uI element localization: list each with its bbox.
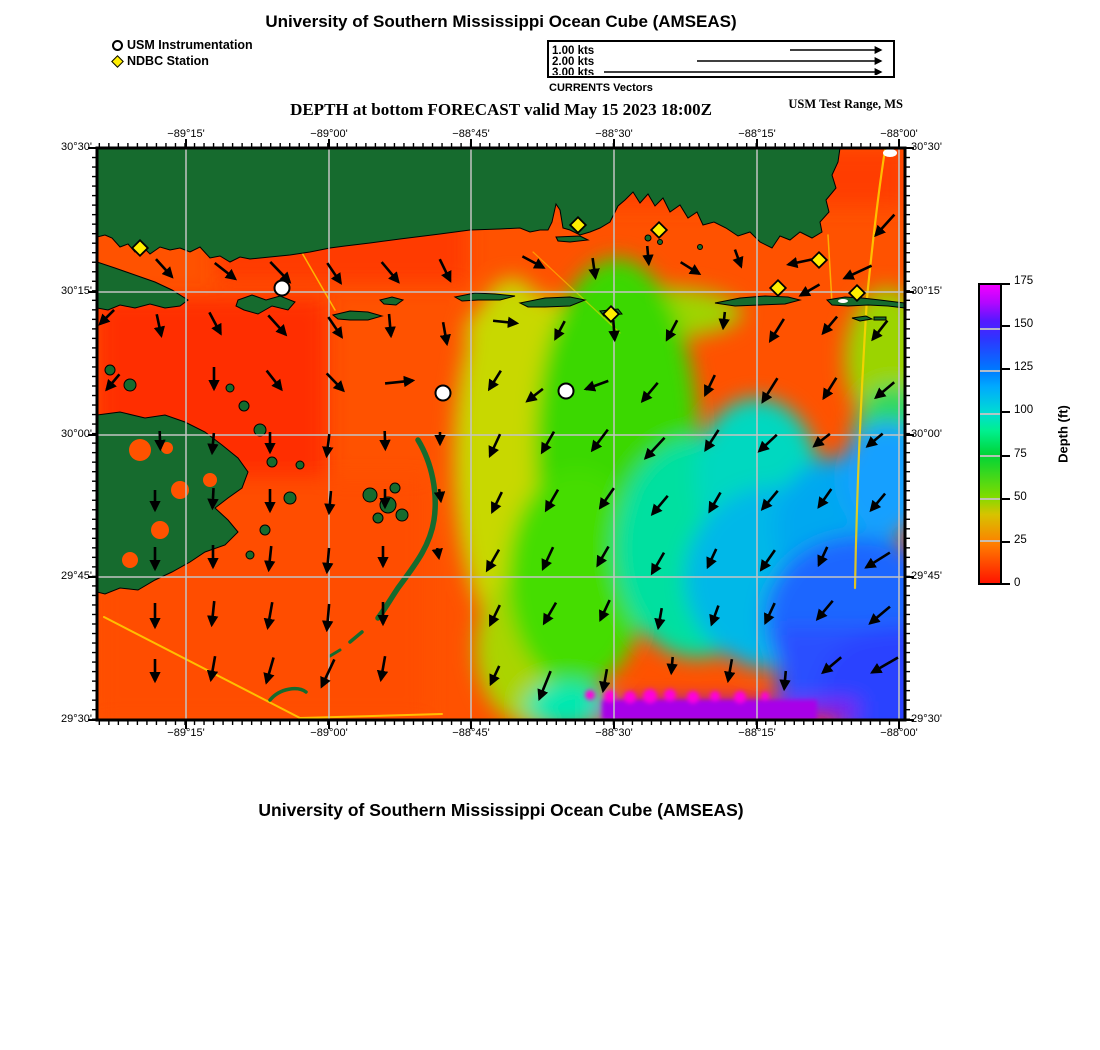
colorbar-tick-label: 150 xyxy=(1014,318,1034,330)
lon-axis-label: −89°15' xyxy=(167,727,205,739)
lat-axis-label: 29°45' xyxy=(61,570,92,582)
colorbar-tick xyxy=(1002,283,1010,285)
depth-colorbar xyxy=(978,283,1002,585)
lon-axis-label: −88°45' xyxy=(452,727,490,739)
colorbar-tick-label: 25 xyxy=(1014,534,1027,546)
current-arrow xyxy=(212,488,213,508)
current-arrow xyxy=(439,489,441,501)
colorbar-tick-label: 175 xyxy=(1014,275,1034,287)
lon-axis-label: −88°15' xyxy=(738,727,776,739)
current-arrow xyxy=(671,657,672,673)
current-arrow xyxy=(784,671,786,689)
colorbar-tick-label: 0 xyxy=(1014,577,1021,589)
lat-axis-label: 30°30' xyxy=(911,141,942,153)
lon-axis-label: −88°45' xyxy=(452,128,490,140)
colorbar-tick xyxy=(1002,455,1010,457)
region-label: USM Test Range, MS xyxy=(788,97,903,111)
lat-axis-label: 30°15' xyxy=(61,285,92,297)
current-arrow xyxy=(723,312,725,328)
vector-key-entry-label: 1.00 kts xyxy=(552,45,595,57)
vector-key-caption: CURRENTS Vectors xyxy=(549,82,653,94)
colorbar-gridline xyxy=(980,540,1000,542)
colorbar-tick-label: 50 xyxy=(1014,491,1027,503)
lon-axis-label: −89°00' xyxy=(310,128,348,140)
usm-station-marker xyxy=(559,384,574,399)
marker-legend xyxy=(112,37,253,69)
colorbar-gridline xyxy=(980,328,1000,330)
lat-axis-label: 30°00' xyxy=(61,428,92,440)
vector-key-entry-label: 2.00 kts xyxy=(552,56,595,68)
lat-axis-label: 30°30' xyxy=(61,141,92,153)
colorbar-gridline xyxy=(980,370,1000,372)
lat-axis-label: 29°30' xyxy=(911,713,942,725)
vector-key-entry-label: 3.00 kts xyxy=(552,67,595,75)
colorbar-gridline xyxy=(980,455,1000,457)
colorbar-tick-label: 125 xyxy=(1014,361,1034,373)
current-arrow xyxy=(647,246,649,264)
lon-axis-label: −89°15' xyxy=(167,128,205,140)
colorbar-tick-label: 75 xyxy=(1014,448,1027,460)
colorbar-tick xyxy=(1002,411,1010,413)
colorbar-gridline xyxy=(980,498,1000,500)
current-arrow xyxy=(613,320,614,340)
lat-axis-label: 30°00' xyxy=(911,428,942,440)
lon-axis-label: −88°00' xyxy=(880,128,918,140)
lon-axis-label: −89°00' xyxy=(310,727,348,739)
colorbar-tick xyxy=(1002,325,1010,327)
colorbar-tick xyxy=(1002,541,1010,543)
colorbar-axis-label: Depth (ft) xyxy=(1055,405,1071,463)
figure-title-top: University of Southern Mississippi Ocean Cube (AMSEAS) xyxy=(265,12,737,31)
current-arrow xyxy=(385,431,386,449)
colorbar-tick xyxy=(1002,368,1010,370)
figure-title-bottom: University of Southern Mississippi Ocean Cube (AMSEAS) xyxy=(258,800,744,820)
map-plot-area xyxy=(97,148,905,720)
current-arrow xyxy=(437,548,439,558)
lon-axis-label: −88°00' xyxy=(880,727,918,739)
current-arrow xyxy=(212,433,214,453)
lon-axis-label: −88°30' xyxy=(595,128,633,140)
usm-legend-label: USM Instrumentation xyxy=(127,38,253,52)
usm-circle-icon xyxy=(112,40,123,51)
usm-station-marker xyxy=(275,281,290,296)
colorbar-gridline xyxy=(980,413,1000,415)
colorbar-tick xyxy=(1002,498,1010,500)
lat-axis-label: 30°15' xyxy=(911,285,942,297)
currents-vector-key xyxy=(547,40,895,78)
forecast-subtitle: DEPTH at bottom FORECAST valid May 15 2023 18:00Z xyxy=(290,100,712,119)
vector-key-canvas xyxy=(549,42,891,75)
current-arrow xyxy=(160,431,161,449)
colorbar-tick-label: 100 xyxy=(1014,404,1034,416)
ndbc-diamond-icon xyxy=(111,55,124,68)
lat-axis-label: 29°30' xyxy=(61,713,92,725)
ndbc-legend-label: NDBC Station xyxy=(127,54,209,68)
usm-station-marker xyxy=(436,386,451,401)
lat-axis-label: 29°45' xyxy=(911,570,942,582)
colorbar-tick xyxy=(1002,583,1010,585)
lon-axis-label: −88°15' xyxy=(738,128,776,140)
map-canvas xyxy=(97,148,905,720)
lon-axis-label: −88°30' xyxy=(595,727,633,739)
